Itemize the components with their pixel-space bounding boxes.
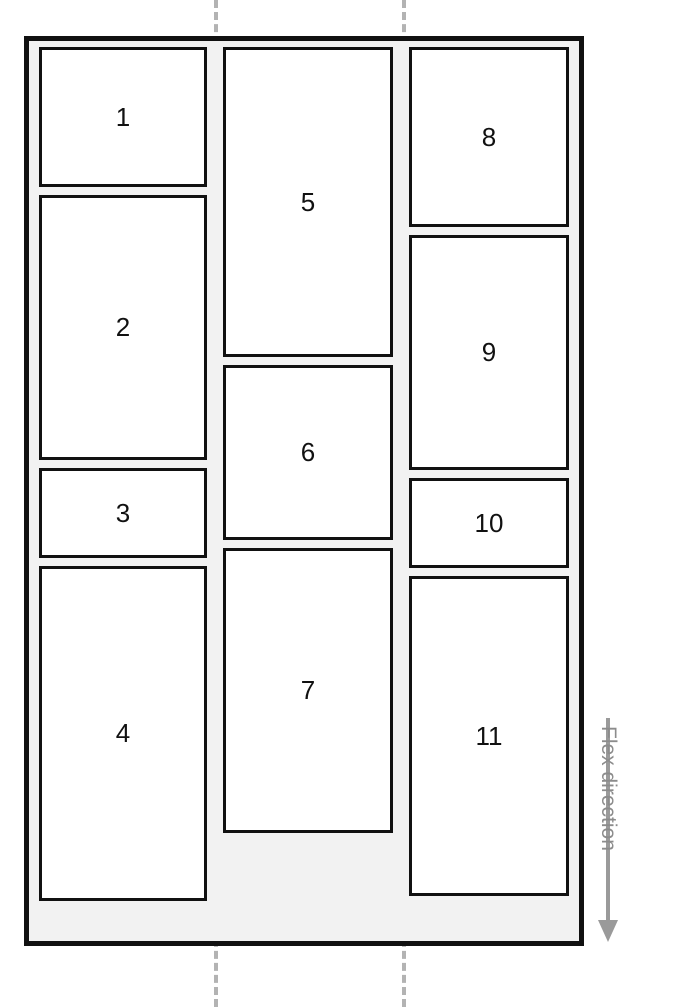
flex-column-2 — [215, 41, 401, 839]
flex-item: 10 — [409, 478, 569, 568]
flex-direction-annotation — [598, 718, 662, 950]
flex-item: 3 — [39, 468, 207, 558]
flex-item: 2 — [39, 195, 207, 460]
flex-column-1 — [29, 41, 215, 907]
flex-item: 11 — [409, 576, 569, 896]
flex-direction-label: Flex direction — [597, 726, 620, 851]
arrow-head-icon — [598, 920, 618, 942]
flex-item: 9 — [409, 235, 569, 470]
flex-item: 4 — [39, 566, 207, 901]
flex-item: 1 — [39, 47, 207, 187]
flex-container — [24, 36, 584, 946]
flex-item: 8 — [409, 47, 569, 227]
flex-item: 5 — [223, 47, 393, 357]
flex-item: 7 — [223, 548, 393, 833]
flex-item: 6 — [223, 365, 393, 540]
flex-column-3 — [401, 41, 579, 902]
